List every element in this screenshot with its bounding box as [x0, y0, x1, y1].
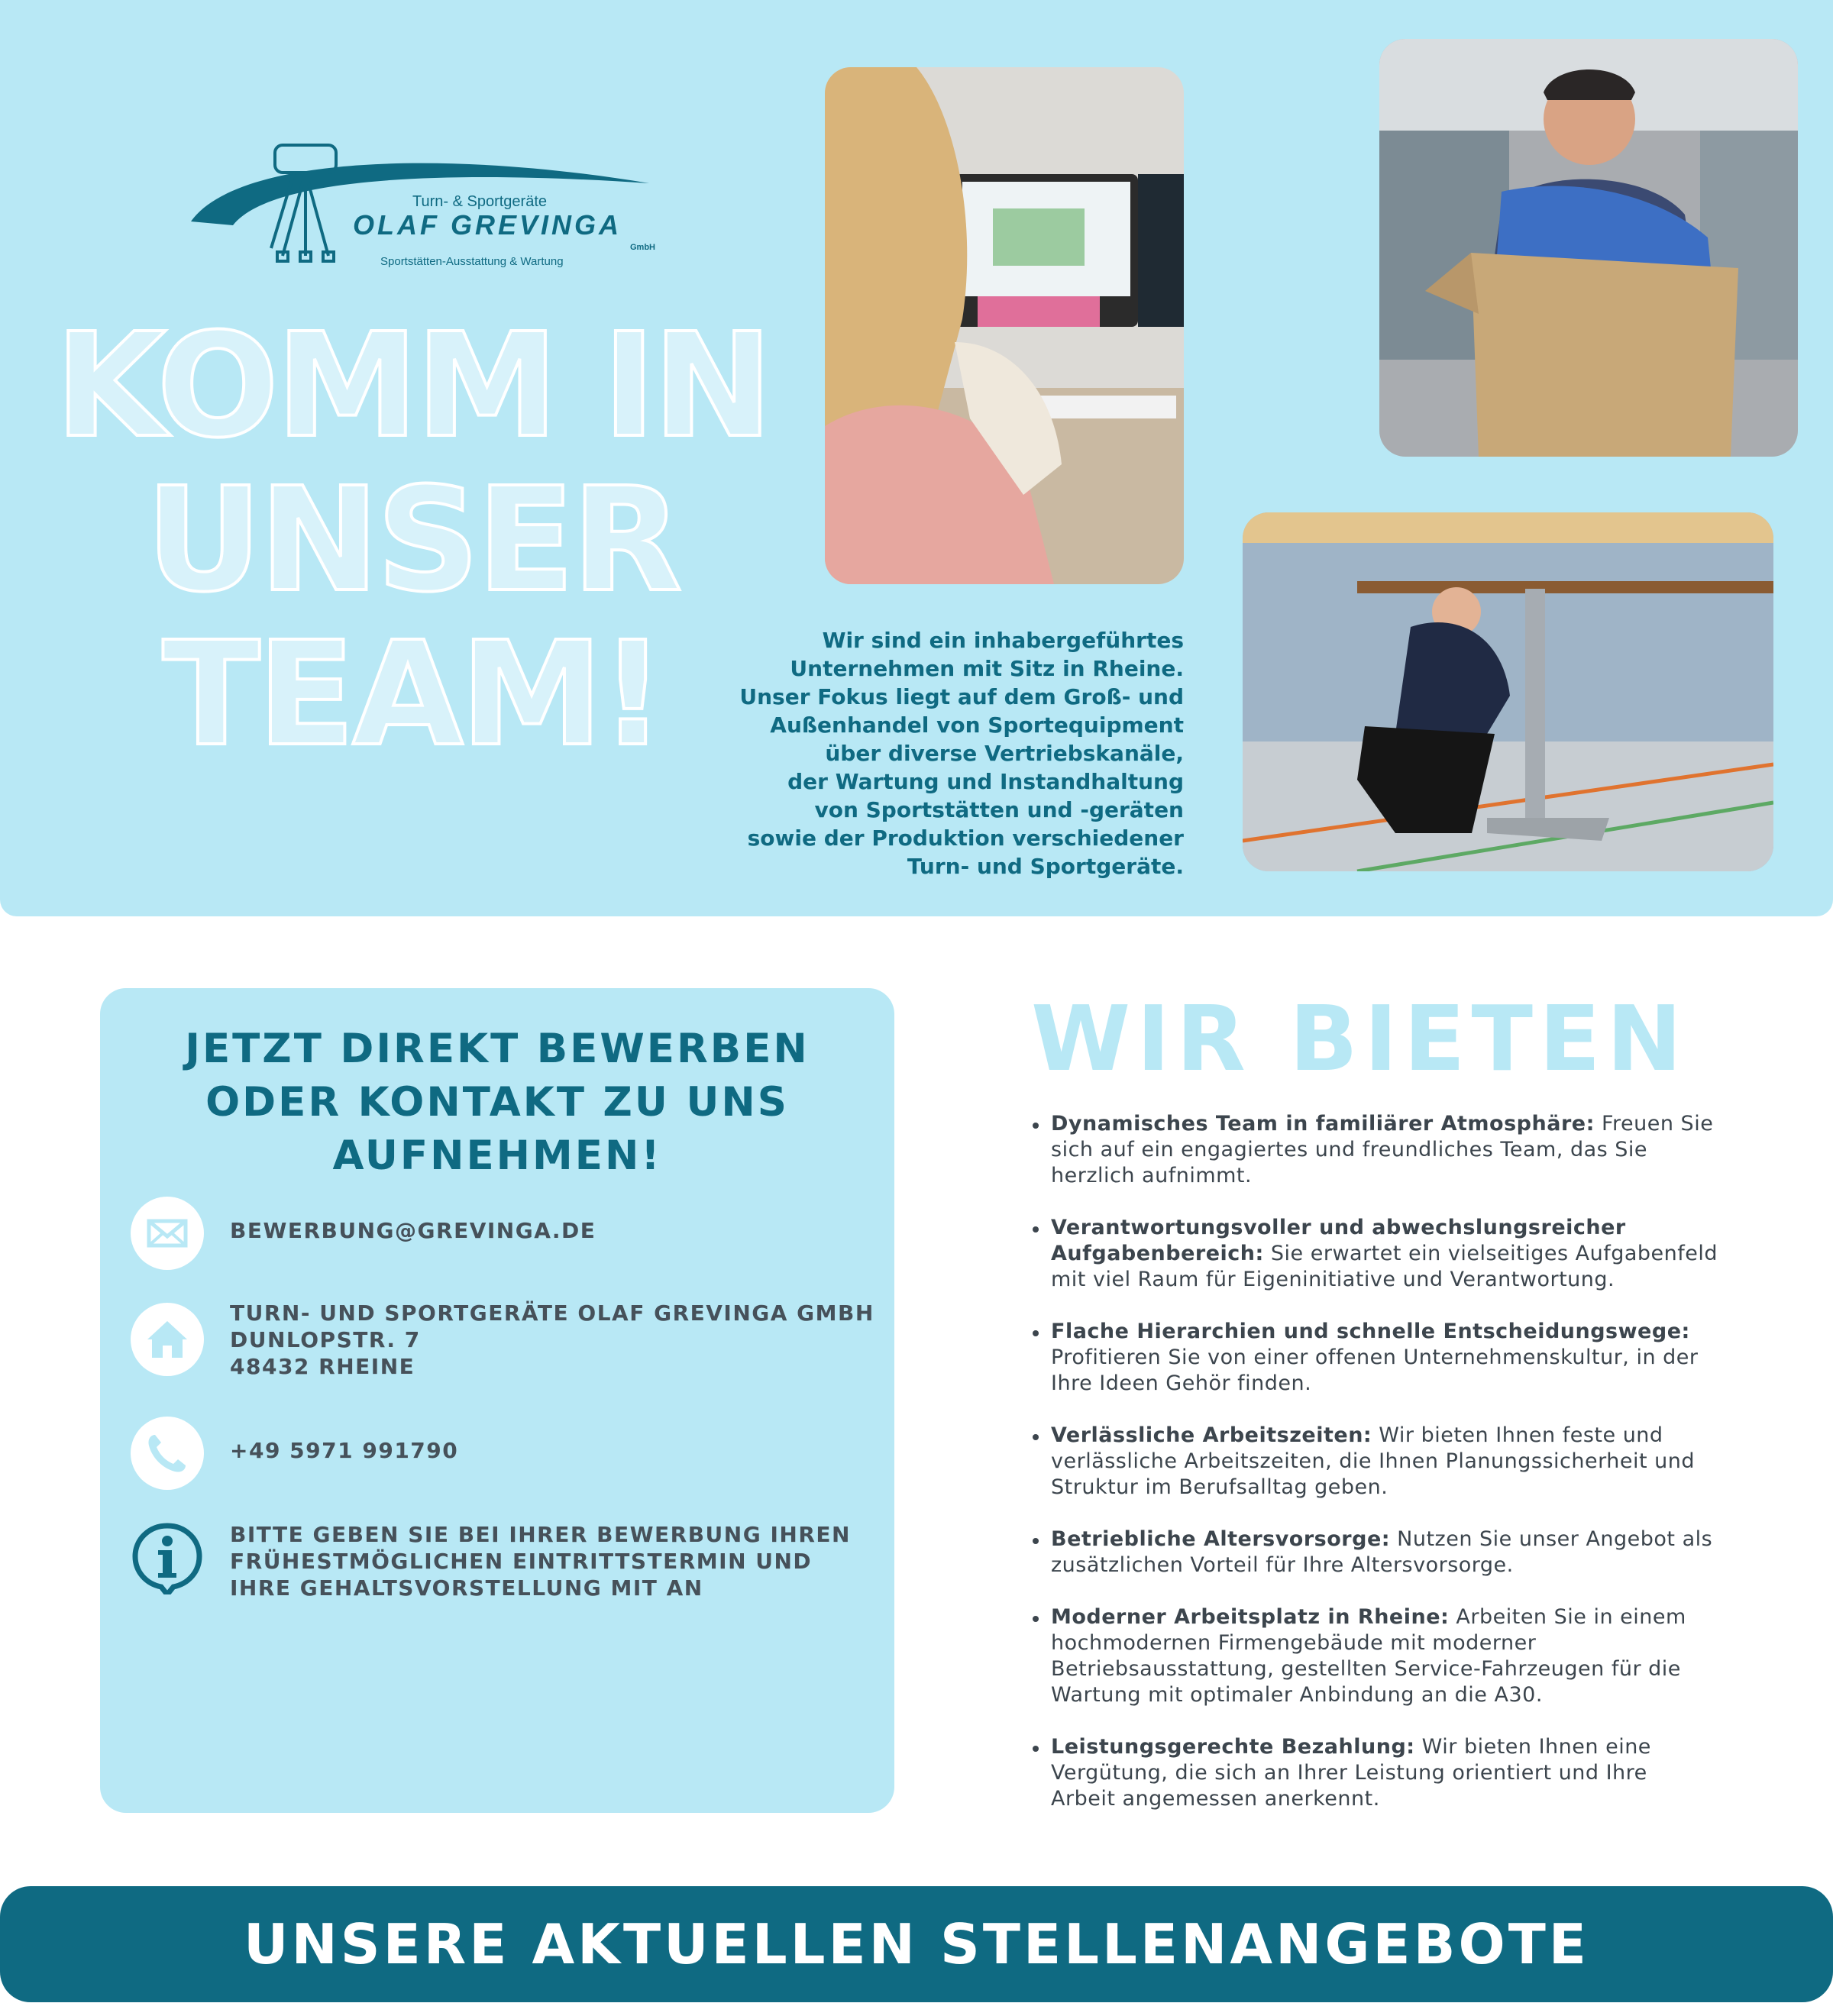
hero-section [0, 0, 1833, 916]
offer-heading: Betriebliche Altersvorsorge: [1051, 1527, 1391, 1551]
email-link[interactable]: BEWERBUNG@GREVINGA.DE [230, 1218, 596, 1243]
offer-text: Freuen Sie sich auf ein engagiertes und freundliches Team, das Sie herzlich aufnimmt. [1051, 1112, 1714, 1187]
offer-text: Nutzen Sie unser Angebot als zusätzlichen Vorteil für Ihre Altersvorsorge. [1051, 1527, 1713, 1577]
offer-heading: Flache Hierarchien und schnelle Entscheidungswege: [1051, 1320, 1690, 1343]
contact-title: JETZT DIREKT BEWERBEN ODER KONTAKT ZU UNS AUFNEHMEN! [185, 1026, 810, 1179]
offer-heading: Moderner Arbeitsplatz in Rheine: [1051, 1605, 1450, 1629]
mail-icon [131, 1197, 204, 1270]
job-offers-banner[interactable] [0, 1886, 1833, 2002]
application-note: BITTE GEBEN SIE BEI IHRER BEWERBUNG IHREN FRÜHESTMÖGLICHEN EINTRITTSTERMIN UND IHRE GEHALTSVORSTELLUNG MIT AN [230, 1522, 851, 1601]
hero-headline: KOMM IN UNSER TEAM! [55, 302, 770, 778]
offer-item [1031, 1734, 1718, 1812]
address-line-street: DUNLOPSTR. 7 [230, 1327, 421, 1352]
offer-item [1031, 1111, 1718, 1189]
technician-servicing-bars-photo [1243, 512, 1773, 871]
contact-card [100, 988, 894, 1813]
logo-suffix: GmbH [630, 243, 655, 252]
offer-text: Profitieren Sie von einer offenen Unternehmenskultur, in der Ihre Ideen Gehör finden. [1051, 1346, 1699, 1395]
warehouse-worker-with-box-photo [1379, 39, 1798, 457]
pommel-horse-icon [271, 145, 336, 261]
logo-company: OLAF GREVINGA [353, 209, 622, 241]
company-logo[interactable] [191, 141, 657, 271]
address-line-company: TURN- UND SPORTGERÄTE OLAF GREVINGA GMBH [230, 1300, 874, 1326]
offers-list [1031, 1111, 1718, 1838]
home-icon [131, 1303, 204, 1376]
offers-title: WIR BIETEN [1031, 986, 1689, 1091]
company-intro: Wir sind ein inhabergeführtes Unternehmen mit Sitz in Rheine. Unser Fokus liegt auf dem Groß- und Außenhandel von Sportequipment über diverse Vertriebskanäle, der Wartung und Instandhaltung von Sportstätten und -geräten sowie der Produktion verschiedener Turn- und Sportgeräte. [739, 628, 1184, 879]
offer-text: Arbeiten Sie in einem hochmodernen Firmengebäude mit moderner Betriebsausstattung, gestellten Service-Fahrzeugen für die Wartung mit optimaler Anbindung an die A30. [1051, 1605, 1686, 1707]
offer-text: Wir bieten Ihnen eine Vergütung, die sich an Ihrer Leistung orientiert und Ihre Arbeit angemessen anerkennt. [1051, 1735, 1651, 1811]
offer-item [1031, 1604, 1718, 1708]
offer-heading: Leistungsgerechte Bezahlung: [1051, 1735, 1415, 1759]
phone-icon [131, 1417, 204, 1490]
offer-heading: Verlässliche Arbeitszeiten: [1051, 1423, 1372, 1447]
offer-heading: Verantwortungsvoller und abwechslungsreicher Aufgabenbereich: [1051, 1216, 1626, 1265]
employee-at-computer-photo [825, 67, 1184, 584]
job-offers-label: UNSERE AKTUELLEN STELLENANGEBOTE [244, 1912, 1589, 1976]
info-icon [131, 1521, 204, 1594]
postal-address [230, 1300, 887, 1380]
logo-tagline: Turn- & Sportgeräte [412, 193, 548, 210]
offer-item [1031, 1215, 1718, 1293]
logo-graphic [191, 141, 657, 271]
address-line-city: 48432 RHEINE [230, 1354, 415, 1379]
logo-subline: Sportstätten-Ausstattung & Wartung [380, 255, 564, 268]
phone-number[interactable]: +49 5971 991790 [230, 1438, 459, 1463]
offer-text: Wir bieten Ihnen feste und verlässliche Arbeitszeiten, die Ihnen Planungssicherheit und Struktur im Berufsalltag geben. [1051, 1423, 1695, 1499]
offer-item [1031, 1319, 1718, 1397]
offer-heading: Dynamisches Team in familiärer Atmosphäre: [1051, 1112, 1595, 1136]
offer-item [1031, 1527, 1718, 1578]
offer-text: Sie erwartet ein vielseitiges Aufgabenfeld mit viel Raum für Eigeninitiative und Verantwortung. [1051, 1242, 1718, 1291]
offer-item [1031, 1423, 1718, 1501]
